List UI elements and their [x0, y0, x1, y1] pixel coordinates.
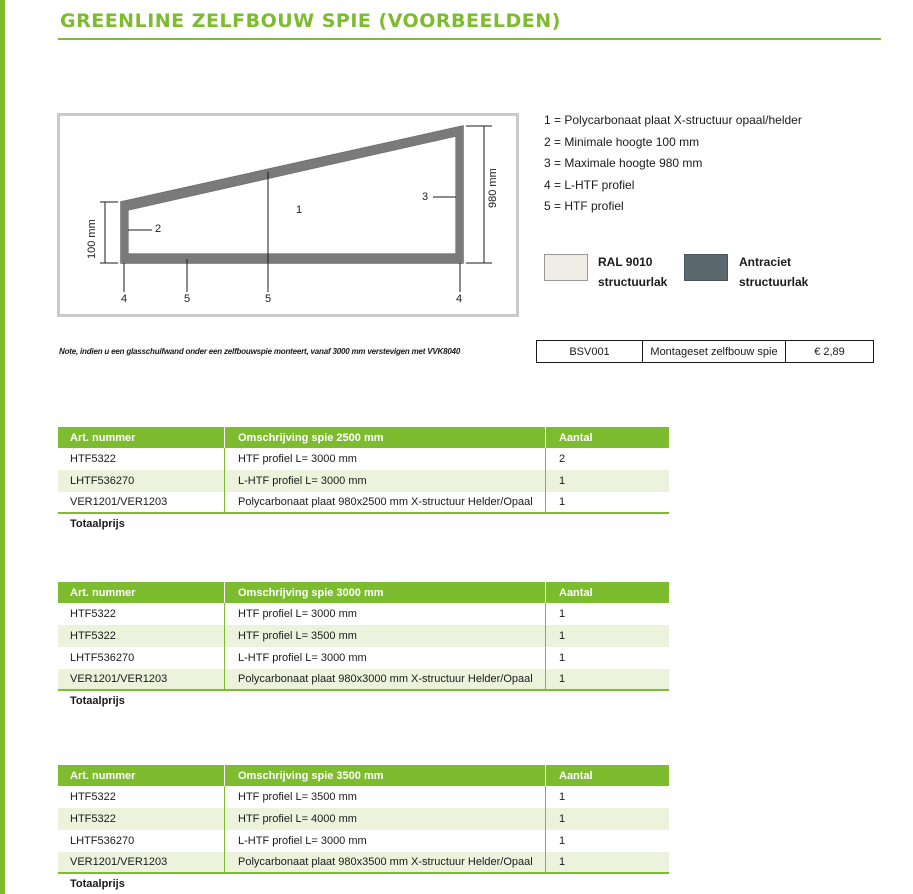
montage-set-box	[536, 340, 874, 363]
mounting-note: Note, indien u een glasschuifwand onder een zelfbouwspie monteert, vanaf 3000 mm verstevigen met VVK8040	[59, 347, 461, 356]
legend-item: 4 = L-HTF profiel	[544, 177, 635, 192]
table-row: HTF5322 HTF profiel L= 4000 mm 1	[58, 808, 669, 830]
color-swatch-ral9010	[544, 254, 588, 281]
table-row: HTF5322 HTF profiel L= 3500 mm 1	[58, 786, 669, 808]
table-row: LHTF536270 L-HTF profiel L= 3000 mm 1	[58, 830, 669, 852]
total-price-label: Totaalprijs	[70, 695, 125, 707]
color-label-ral9010: RAL 9010 structuurlak	[598, 255, 668, 289]
table-row: VER1201/VER1203 Polycarbonaat plaat 980x3000 mm X-structuur Helder/Opaal 1	[58, 669, 669, 691]
parts-table-3500	[58, 765, 669, 894]
table-row: LHTF536270 L-HTF profiel L= 3000 mm 1	[58, 647, 669, 669]
legend-item: 3 = Maximale hoogte 980 mm	[544, 156, 703, 170]
total-price-label: Totaalprijs	[70, 878, 125, 890]
drawing-label-5-left: 5	[184, 293, 191, 305]
montage-description: Montageset zelfbouw spie	[643, 341, 786, 362]
drawing-label-1: 1	[296, 204, 303, 216]
montage-price: € 2,89	[814, 345, 845, 358]
color-swatch-antraciet	[684, 254, 728, 281]
drawing-label-5-mid: 5	[265, 293, 272, 305]
table-row: HTF5322 HTF profiel L= 3000 mm 1	[58, 603, 669, 625]
table-header: Art. nummer Omschrijving spie 2500 mm Aantal	[58, 427, 669, 448]
table-row: VER1201/VER1203 Polycarbonaat plaat 980x3500 mm X-structuur Helder/Opaal 1	[58, 852, 669, 874]
table-row: HTF5322 HTF profiel L= 3500 mm 1	[58, 625, 669, 647]
color-label-antraciet: Antraciet structuurlak	[739, 255, 809, 289]
drawing-label-4-left: 4	[121, 293, 128, 305]
total-price-label: Totaalprijs	[70, 518, 125, 530]
drawing-label-3: 3	[422, 191, 429, 203]
legend-item: 1 = Polycarbonaat plaat X-structuur opaal/helder	[544, 113, 802, 127]
page-title: GREENLINE ZELFBOUW SPIE (VOORBEELDEN)	[60, 10, 561, 32]
table-header: Art. nummer Omschrijving spie 3000 mm Aantal	[58, 582, 669, 603]
legend-item: 2 = Minimale hoogte 100 mm	[544, 134, 700, 149]
table-row: HTF5322 HTF profiel L= 3000 mm 2	[58, 448, 669, 470]
dimension-left: 100 mm	[86, 219, 98, 259]
drawing-label-4-right: 4	[456, 293, 463, 305]
montage-code: BSV001	[537, 341, 643, 362]
title-divider	[58, 38, 881, 40]
wedge-drawing-svg	[60, 116, 516, 314]
drawing-label-2: 2	[155, 223, 162, 235]
table-row: LHTF536270 L-HTF profiel L= 3000 mm 1	[58, 470, 669, 492]
parts-table-2500	[58, 427, 669, 534]
legend-item: 5 = HTF profiel	[544, 199, 624, 213]
left-accent-bar	[0, 0, 5, 894]
table-header: Art. nummer Omschrijving spie 3500 mm Aantal	[58, 765, 669, 786]
dimension-right: 980 mm	[487, 168, 499, 208]
wedge-diagram	[57, 113, 519, 317]
parts-table-3000	[58, 582, 669, 711]
table-row: VER1201/VER1203 Polycarbonaat plaat 980x2500 mm X-structuur Helder/Opaal 1	[58, 492, 669, 514]
drawing-legend	[544, 110, 802, 218]
